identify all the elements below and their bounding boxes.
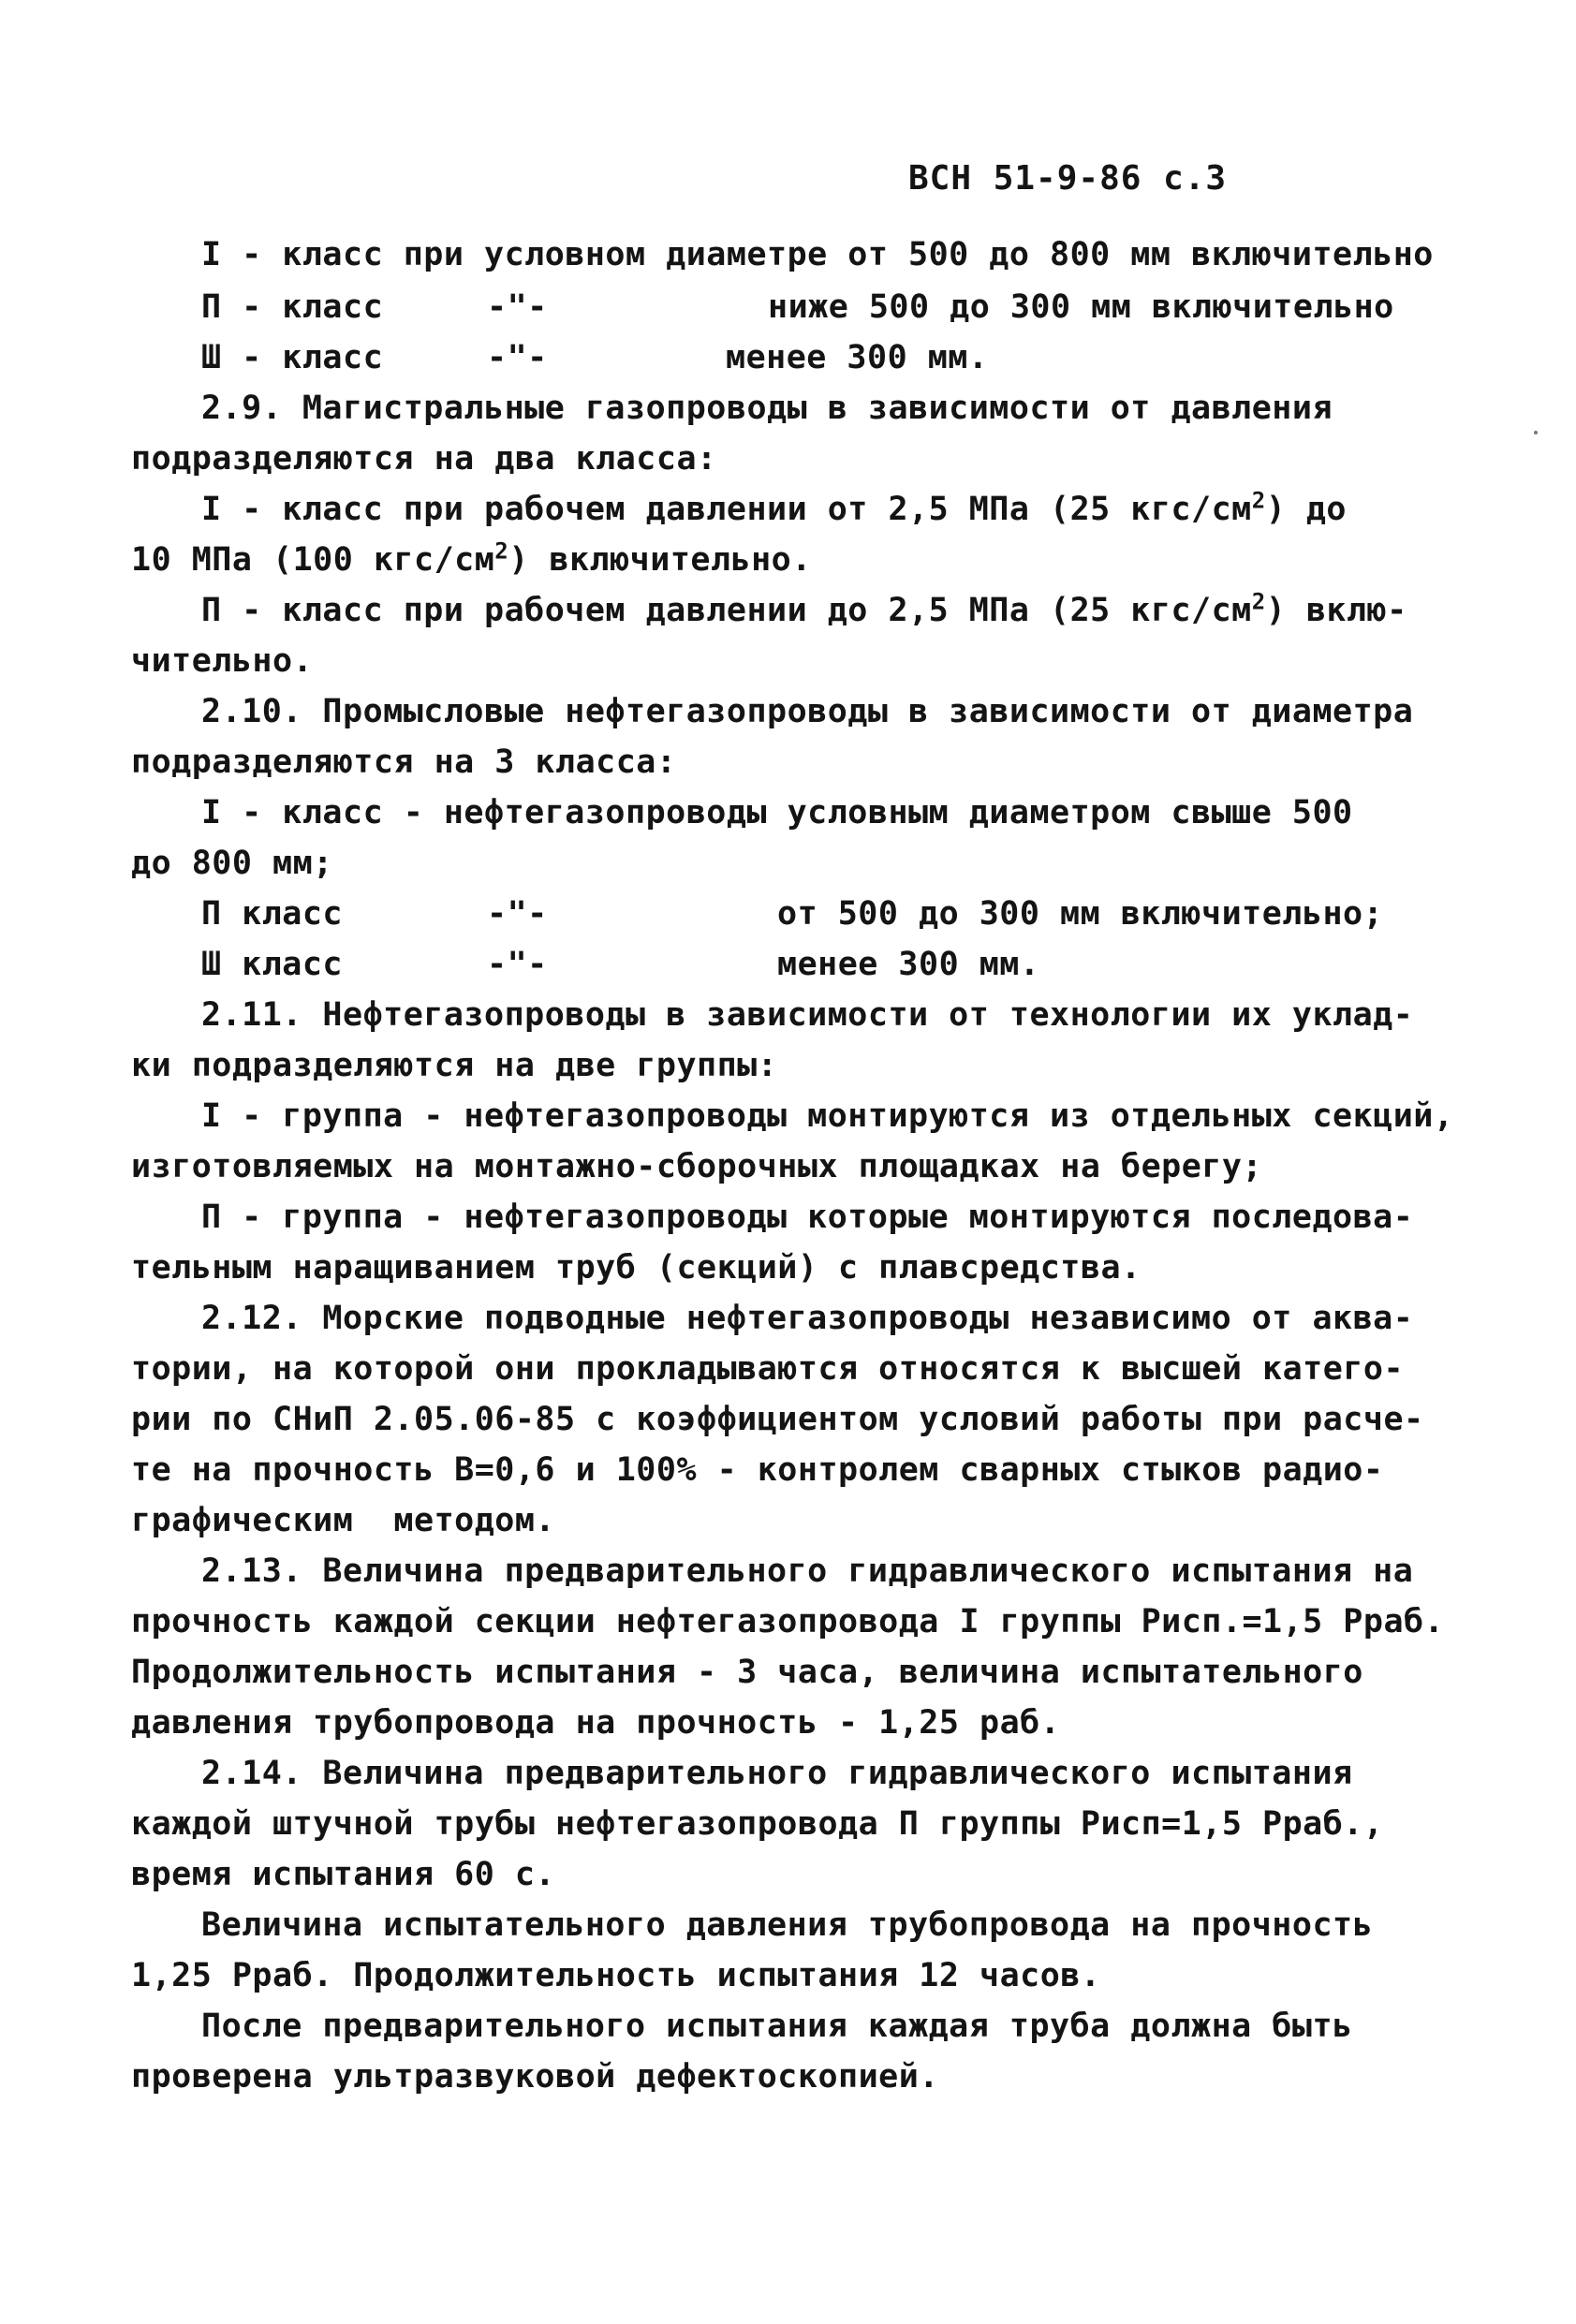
text-line: тории, на которой они прокладываются относятся к высшей катего- <box>131 1350 1405 1388</box>
text-line: П - класс <box>201 288 384 326</box>
text-line: I - класс при рабочем давлении от 2,5 МПа (25 кгс/$см^2$) до <box>201 487 1347 528</box>
text-line: Ш - класс <box>201 339 384 376</box>
text-line: чительно. <box>131 642 314 680</box>
text-line: менее 300 мм. <box>726 339 989 376</box>
text-line: те на прочность В=0,6 и 100% - контролем сварных стыков радио- <box>131 1451 1384 1489</box>
text-line: давления трубопровода на прочность - 1,25 раб. <box>131 1704 1061 1742</box>
paragraph-2-10: 2.10. Промысловые нефтегазопроводы в зависимости от диаметра <box>201 693 1414 730</box>
ditto-mark: -"- <box>487 895 548 933</box>
text-line: П - группа - нефтегазопроводы которые монтируются последова- <box>201 1199 1414 1236</box>
text-line: ки подразделяются на две группы: <box>131 1047 778 1084</box>
text-line: Величина испытательного давления трубопровода на прочность <box>201 1906 1374 1944</box>
text-line: время испытания 60 с. <box>131 1856 556 1893</box>
text-line: 1,25 Рраб. Продолжительность испытания 12 часов. <box>131 1957 1101 1994</box>
text-line: I - группа - нефтегазопроводы монтируются из отдельных секций, <box>201 1097 1454 1135</box>
text-line: I - класс при условном диаметре от 500 до 800 мм включительно <box>201 236 1434 273</box>
text-line: 10 МПа (100 кгс/$см^2$) включительно. <box>131 537 812 579</box>
paragraph-2-14: 2.14. Величина предварительного гидравлического испытания <box>201 1755 1353 1792</box>
text-line: менее 300 мм. <box>777 946 1040 983</box>
paragraph-2-12: 2.12. Морские подводные нефтегазопроводы независимо от аква- <box>201 1300 1414 1337</box>
text-line: I - класс - нефтегазопроводы условным диаметром свыше 500 <box>201 794 1353 831</box>
text-line: рии по СНиП 2.05.06-85 с коэффициентом условий работы при расче- <box>131 1401 1424 1438</box>
text-line: графическим методом. <box>131 1502 556 1539</box>
ditto-mark: -"- <box>487 288 548 326</box>
text-line: П - класс при рабочем давлении до 2,5 МПа (25 кгс/$см^2$) вклю- <box>201 588 1407 629</box>
superscript: 2 <box>1251 487 1266 514</box>
text-line: П класс <box>201 895 344 933</box>
ditto-mark: -"- <box>487 946 548 983</box>
text-line: проверена ультразвуковой дефектоскопией. <box>131 2058 939 2096</box>
text-line: подразделяются на 3 класса: <box>131 743 677 781</box>
text-line: После предварительного испытания каждая труба должна быть <box>201 2008 1353 2045</box>
text-line: изготовляемых на монтажно-сборочных площадках на берегу; <box>131 1148 1263 1185</box>
scan-speck <box>1534 431 1538 434</box>
paragraph-2-13: 2.13. Величина предварительного гидравлического испытания на <box>201 1552 1414 1590</box>
text-line: каждой штучной трубы нефтегазопровода П группы Рисп=1,5 Рраб., <box>131 1805 1384 1843</box>
ditto-mark: -"- <box>487 339 548 376</box>
text-line: от 500 до 300 мм включительно; <box>777 895 1384 933</box>
text-line: до 800 мм; <box>131 845 333 882</box>
paragraph-2-9: 2.9. Магистральные газопроводы в зависимости от давления <box>201 390 1333 427</box>
text-line: ниже 500 до 300 мм включительно <box>768 288 1394 326</box>
superscript: 2 <box>494 537 509 565</box>
text-line: подразделяются на два класса: <box>131 440 717 478</box>
paragraph-2-11: 2.11. Нефтегазопроводы в зависимости от технологии их уклад- <box>201 996 1414 1034</box>
superscript: 2 <box>1251 588 1266 615</box>
text-line: прочность каждой секции нефтегазопровода I группы Рисп.=1,5 Рраб. <box>131 1603 1445 1640</box>
text-line: Продолжительность испытания - 3 часа, величина испытательного <box>131 1654 1363 1691</box>
text-line: Ш класс <box>201 946 344 983</box>
text-line: тельным наращиванием труб (секций) с плавсредства. <box>131 1249 1141 1287</box>
page-header: ВСН 51-9-86 с.3 <box>908 159 1228 198</box>
